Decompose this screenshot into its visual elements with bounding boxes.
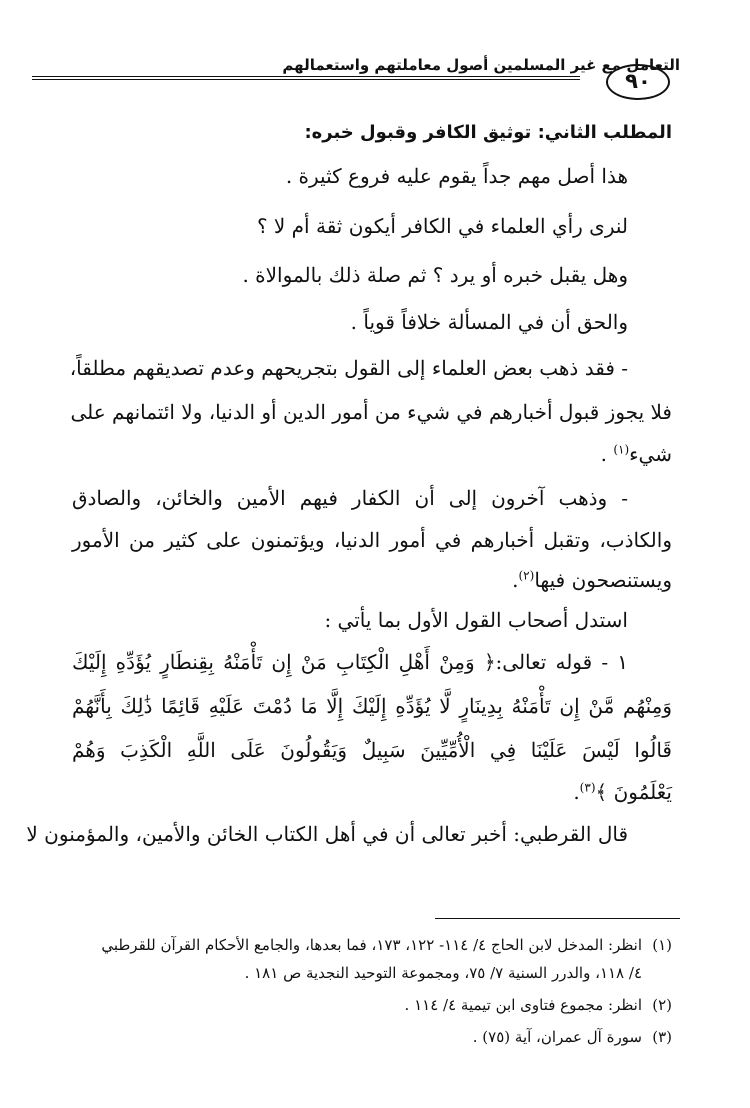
- paragraph-line-end: شيء$^{(١)}$ .: [600, 442, 672, 466]
- footnote-item: [72, 936, 672, 954]
- paragraph-text: ويستنصحون فيها: [534, 568, 672, 592]
- paragraph-line-end: ويستنصحون فيها$^{(٢)}$.: [512, 568, 672, 592]
- footnote-number: (١): [652, 936, 672, 954]
- footnote-number: (٢): [652, 996, 672, 1014]
- footnote-separator: [435, 918, 680, 919]
- paragraph-line: فلا يجوز قبول أخبارهم في شيء من أمور الدين أو الدنيا، ولا ائتمانهم على: [70, 400, 672, 424]
- header-rule: [32, 76, 580, 80]
- footnote-text: انظر: مجموع فتاوى ابن تيمية ٤/ ١١٤ .: [404, 996, 642, 1014]
- footnote-number: (٣): [652, 1028, 672, 1046]
- paragraph-line: - فقد ذهب بعض العلماء إلى القول بتجريحهم وعدم تصديقهم مطلقاً،: [69, 356, 628, 380]
- quran-verse-text: يَعْلَمُونَ ﴾: [595, 780, 672, 804]
- page-number-badge: ٩٠: [606, 64, 670, 100]
- footnote-ref: (٢): [518, 568, 535, 583]
- footnote-text: سورة آل عمران، آية (٧٥) .: [472, 1028, 642, 1046]
- footnote-ref: (١): [613, 442, 630, 457]
- evidence-intro: استدل أصحاب القول الأول بما يأتي :: [324, 608, 628, 632]
- footnote-item: [72, 1028, 672, 1046]
- text-line: وهل يقبل خبره أو يرد ؟ ثم صلة ذلك بالموالاة .: [242, 263, 628, 287]
- text-line: هذا أصل مهم جداً يقوم عليه فروع كثيرة .: [285, 164, 628, 188]
- paragraph-text: شيء: [629, 442, 672, 466]
- quran-verse-line: ١ - قوله تعالى:﴿ وَمِنْ أَهْلِ الْكِتَابِ مَنْ إِن تَأْمَنْهُ بِقِنطَارٍ يُؤَدِّهِ إِلَيْكَ: [72, 650, 628, 674]
- footnote-continuation: ٤/ ١١٨، والدرر السنية ٧/ ٧٥، ومجموعة التوحيد النجدية ص ١٨١ .: [244, 964, 642, 982]
- section-heading: المطلب الثاني: توثيق الكافر وقبول خبره:: [304, 122, 672, 143]
- footnote-ref: (٣): [579, 780, 596, 795]
- running-header-title: التعامل مع غير المسلمين أصول معاملتهم واستعمالهم: [282, 56, 680, 74]
- quran-verse-line-end: يَعْلَمُونَ ﴾$^{(٣)}$.: [573, 780, 672, 804]
- paragraph-line: قال القرطبي: أخبر تعالى أن في أهل الكتاب الخائن والأمين، والمؤمنون لا: [26, 822, 628, 846]
- footnote-item: [72, 996, 672, 1014]
- text-line: والحق أن في المسألة خلافاً قوياً .: [350, 310, 628, 334]
- footnote-text: انظر: المدخل لابن الحاج ٤/ ١١٤- ١٢٢، ١٧٣، فما بعدها، والجامع الأحكام القرآن للقرطبي: [101, 936, 642, 954]
- quran-verse-line: وَمِنْهُم مَّنْ إِن تَأْمَنْهُ بِدِينَارٍ لَّا يُؤَدِّهِ إِلَيْكَ إِلَّا مَا دُمْتَ عَلَيْهِ قَائِمًا ذَٰلِكَ بِأَنَّهُمْ: [72, 694, 672, 718]
- paragraph-line: - وذهب آخرون إلى أن الكفار فيهم الأمين والخائن، والصادق: [72, 486, 628, 510]
- quran-verse-line: قَالُوا لَيْسَ عَلَيْنَا فِي الْأُمِّيِّينَ سَبِيلٌ وَيَقُولُونَ عَلَى اللَّهِ الْكَذِبَ وَهُمْ: [72, 738, 672, 762]
- paragraph-line: والكاذب، وتقبل أخبارهم في أمور الدنيا، ويؤتمنون على كثير من الأمور: [72, 528, 672, 552]
- text-line: لنرى رأي العلماء في الكافر أيكون ثقة أم لا ؟: [256, 214, 628, 238]
